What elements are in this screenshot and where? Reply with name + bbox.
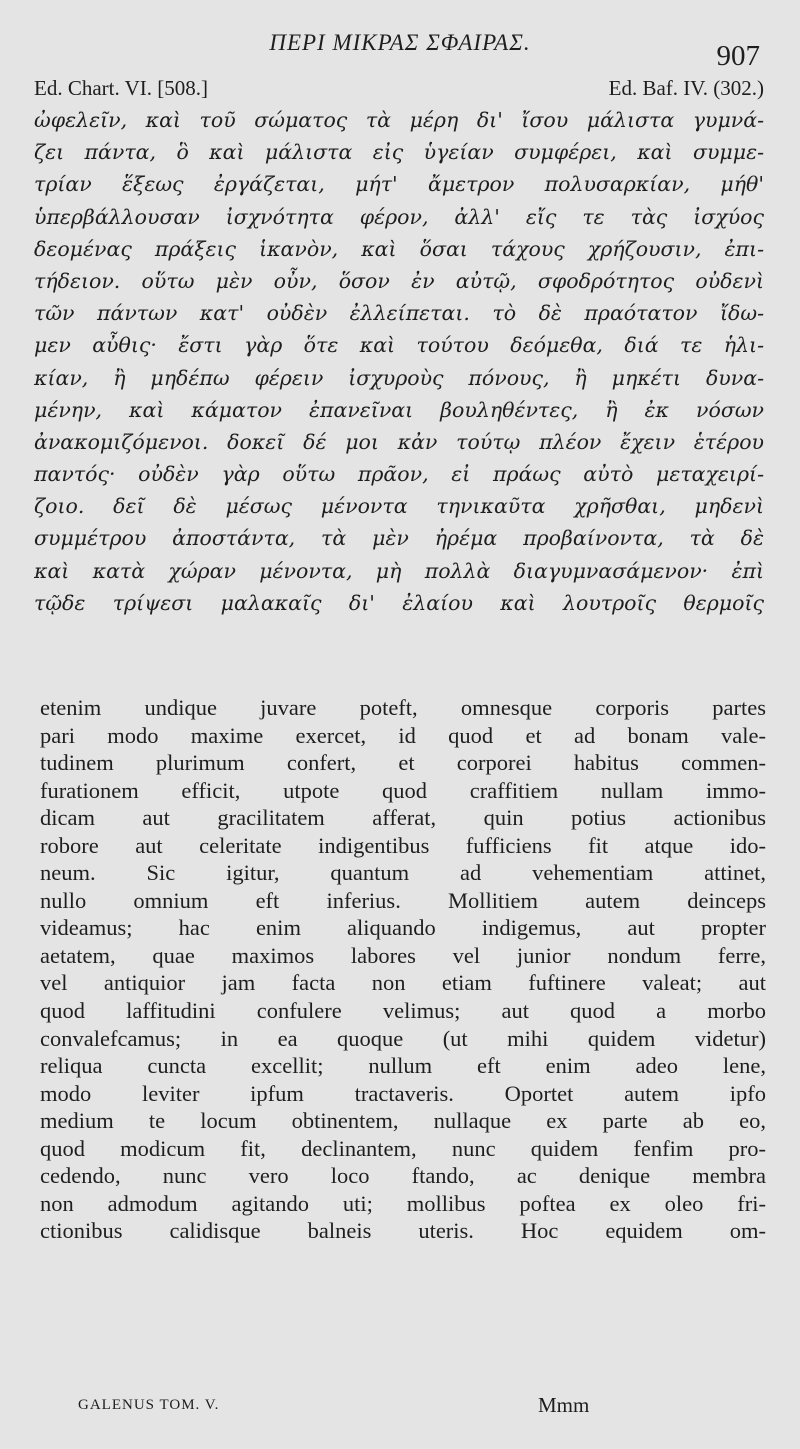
greek-line: κίαν, ἢ μηδέπω φέρειν ἰσχυροὺς πόνους, ἢ μηκέτι δυνα- bbox=[34, 365, 764, 390]
latin-line: vel antiquior jam facta non etiam fuftinere valeat; aut bbox=[40, 970, 766, 996]
latin-line: non admodum agitando uti; mollibus poftea ex oleo fri- bbox=[40, 1190, 766, 1216]
latin-line: cedendo, nunc vero loco ftando, ac denique membra bbox=[40, 1163, 766, 1189]
latin-line: modo leviter ipfum tractaveris. Oportet autem ipfo bbox=[40, 1080, 766, 1106]
greek-line: ὑπερβάλλουσαν ἰσχνότητα φέρον, ἀλλ' εἴς τε τὰς ἰσχύος bbox=[34, 204, 764, 229]
greek-line: τῷδε τρίψεσι μαλακαῖς δι' ἐλαίου καὶ λουτροῖς θερμοῖς bbox=[34, 590, 764, 615]
greek-line: δεομένας πράξεις ἱκανὸν, καὶ ὅσαι τάχους χρήζουσιν, ἐπι- bbox=[34, 236, 764, 261]
latin-line: ctionibus calidisque balneis uteris. Hoc equidem om- bbox=[40, 1218, 766, 1244]
greek-line: μεν αὖθις· ἔστι γὰρ ὅτε καὶ τούτου δεόμεθα, διά τε ἡλι- bbox=[34, 333, 764, 358]
latin-line: convalefcamus; in ea quoque (ut mihi quidem videtur) bbox=[40, 1025, 766, 1051]
edition-reference-left: Ed. Chart. VI. [508.] bbox=[34, 76, 208, 100]
greek-line: τρίαν ἕξεως ἐργάζεται, μήτ' ἄμετρον πολυσαρκίαν, μήθ' bbox=[34, 172, 764, 197]
edition-reference-right: Ed. Baf. IV. (302.) bbox=[608, 76, 764, 100]
signature-mark: GALENUS TOM. V. bbox=[78, 1397, 220, 1413]
greek-line: καὶ κατὰ χώραν μένοντα, μὴ πολλὰ διαγυμνασάμενον· ἐπὶ bbox=[34, 558, 764, 583]
latin-line: quod modicum fit, declinantem, nunc quidem fenfim pro- bbox=[40, 1135, 766, 1161]
greek-line: μένην, καὶ κάματον ἐπανεῖναι βουληθέντες, ἢ ἐκ νόσων bbox=[34, 397, 764, 422]
latin-line: aetatem, quae maximos labores vel junior nondum ferre, bbox=[40, 942, 766, 968]
greek-text-block bbox=[34, 104, 764, 619]
latin-line: furationem efficit, utpote quod craffitiem nullam immo- bbox=[40, 777, 766, 803]
greek-line: ζοιο. δεῖ δὲ μέσως μένοντα τηνικαῦτα χρῆσθαι, μηδενὶ bbox=[34, 494, 764, 519]
greek-line: συμμέτρου ἀποστάντα, τὰ μὲν ἠρέμα προβαίνοντα, τὰ δὲ bbox=[34, 526, 764, 551]
greek-line: παντός· οὐδὲν γὰρ οὕτω πρᾶον, εἰ πράως αὐτὸ μεταχειρί- bbox=[34, 462, 764, 487]
running-title: ΠΕΡΙ ΜΙΚΡΑΣ ΣΦΑΙΡΑΣ. bbox=[269, 30, 531, 55]
page-number: 907 bbox=[716, 40, 760, 72]
latin-line: dicam aut gracilitatem afferat, quin potius actionibus bbox=[40, 805, 766, 831]
greek-line: τῶν πάντων κατ' οὐδὲν ἐλλείπεται. τὸ δὲ πραότατον ἴδω- bbox=[34, 301, 764, 326]
latin-line: medium te locum obtinentem, nullaque ex parte ab eo, bbox=[40, 1108, 766, 1134]
latin-line: robore aut celeritate indigentibus fufficiens fit atque ido- bbox=[40, 832, 766, 858]
latin-text-block bbox=[40, 694, 766, 1245]
greek-line: ὠφελεῖν, καὶ τοῦ σώματος τὰ μέρη δι' ἴσου μάλιστα γυμνά- bbox=[34, 108, 764, 132]
latin-line: reliqua cuncta excellit; nullum eft enim adeo lene, bbox=[40, 1053, 766, 1079]
latin-line: quod laffitudini confulere velimus; aut quod a morbo bbox=[40, 998, 766, 1024]
latin-line: neum. Sic igitur, quantum ad vehementiam attinet, bbox=[40, 860, 766, 886]
greek-line: ζει πάντα, ὃ καὶ μάλιστα εἰς ὑγείαν συμφέρει, καὶ συμμε- bbox=[34, 140, 764, 165]
latin-line: videamus; hac enim aliquando indigemus, aut propter bbox=[40, 915, 766, 941]
latin-line: nullo omnium eft inferius. Mollitiem autem deinceps bbox=[40, 887, 766, 913]
latin-line: tudinem plurimum confert, et corporei habitus commen- bbox=[40, 750, 766, 776]
latin-line: etenim undique juvare poteft, omnesque corporis partes bbox=[40, 695, 766, 720]
greek-line: τήδειον. οὕτω μὲν οὖν, ὅσον ἐν αὐτῷ, σφοδρότητος οὐδενὶ bbox=[34, 268, 764, 293]
catchword: Mmm bbox=[538, 1393, 590, 1417]
greek-line: ἀνακομιζόμενοι. δοκεῖ δέ μοι κἀν τούτῳ πλέον ἔχειν ἑτέρου bbox=[34, 429, 764, 454]
latin-line: pari modo maxime exercet, id quod et ad bonam vale- bbox=[40, 722, 766, 748]
